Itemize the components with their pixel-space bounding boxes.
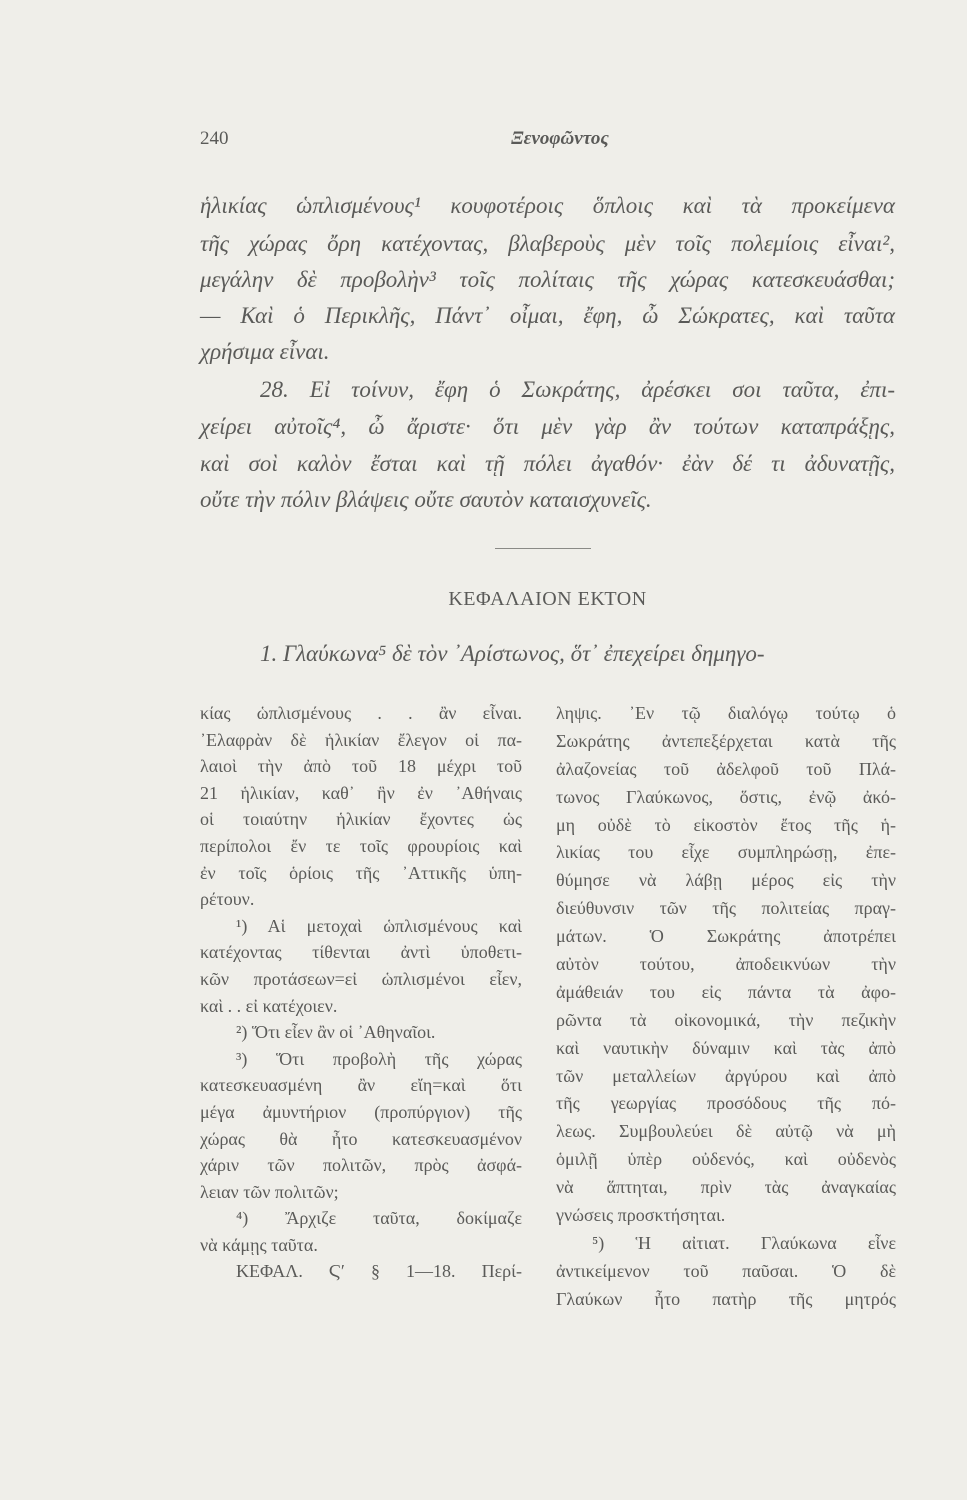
footnote-line: γνώσεις προσκτήσηται. bbox=[556, 1205, 726, 1226]
footnote-line: κατέχοντας τίθενται ἀντὶ ὑποθετι- bbox=[200, 942, 522, 963]
footnote-line: ἀλαζονείας τοῦ ἀδελφοῦ τοῦ Πλά- bbox=[556, 758, 896, 779]
footnotes-right-column bbox=[556, 700, 896, 1314]
footnote-line: ληψις. ᾿Εν τῷ διαλόγῳ τούτῳ ὁ bbox=[556, 703, 896, 723]
footnote-line: χώρας θὰ ἦτο κατεσκευασμένον bbox=[200, 1128, 522, 1149]
footnote-line: 21 ἡλικίαν, καθ᾿ ἣν ἐν ᾿Αθήναις bbox=[200, 782, 522, 803]
footnote-line: ³) Ὅτι προβολὴ τῆς χώρας bbox=[236, 1048, 522, 1069]
footnote-line: Σωκράτης ἀντεπεξέρχεται κατὰ τῆς bbox=[556, 730, 896, 751]
footnote-line: λειαν τῶν πολιτῶν; bbox=[200, 1181, 339, 1202]
footnote-line: νὰ ἅπτηται, πρὶν τὰς ἀναγκαίας bbox=[556, 1177, 896, 1198]
footnote-line: νὰ κάμῃς ταῦτα. bbox=[200, 1234, 318, 1255]
chapter-first-line: 1. Γλαύκωνα⁵ δὲ τὸν ᾿Αρίστωνος, ὅτ᾿ ἐπεχείρει δημηγο- bbox=[260, 641, 765, 666]
footnote-line: ρέτουν. bbox=[200, 889, 255, 910]
footnote-line: μη οὐδὲ τὸ εἰκοστὸν ἔτος τῆς ἡ- bbox=[556, 814, 896, 835]
footnote-line: ὁμιλῇ ὑπὲρ οὐδενός, καὶ οὐδενὸς bbox=[556, 1149, 896, 1170]
footnote-line: ΚΕΦΑΛ. Ϛ′ § 1—18. Περί- bbox=[236, 1261, 522, 1282]
text-line: ἡλικίας ὡπλισμένους¹ κουφοτέροις ὅπλοις καὶ τὰ προκείμενα bbox=[200, 193, 895, 218]
text-line: καὶ σοὶ καλὸν ἔσται καὶ τῇ πόλει ἀγαθόν· ἐὰν δέ τι ἀδυνατῇς, bbox=[200, 451, 895, 476]
footnote-line: λαιοὶ τὴν ἀπὸ τοῦ 18 μέχρι τοῦ bbox=[200, 756, 522, 777]
footnote-line: ἀντικείμενον τοῦ παῦσαι. Ὁ δὲ bbox=[556, 1260, 896, 1281]
footnote-line: ⁵) Ἡ αἰτιατ. Γλαύκωνα εἶνε bbox=[592, 1232, 896, 1253]
page-number: 240 bbox=[200, 128, 229, 149]
footnotes-left-column bbox=[200, 700, 522, 1285]
footnote-line: ρῶντα τὰ οἰκονομικά, τὴν πεζικὴν bbox=[556, 1009, 896, 1030]
footnote-line: ᾿Ελαφρὰν δὲ ἡλικίαν ἔλεγον οἱ πα- bbox=[200, 729, 522, 750]
chapter-heading: ΚΕΦΑΛΑΙΟΝ ΕΚΤΟΝ bbox=[448, 588, 647, 610]
footnote-line: ²) Ὅτι εἶεν ἂν οἱ ᾿Αθηναῖοι. bbox=[236, 1022, 436, 1043]
footnote-line: μάτων. Ὁ Σωκράτης ἀποτρέπει bbox=[556, 926, 896, 947]
footnote-line: λικίας του εἶχε συμπληρώσῃ, ἐπε- bbox=[556, 842, 896, 863]
text-line: χείρει αὐτοῖς⁴, ὦ ἄριστε· ὅτι μὲν γὰρ ἂν τούτων καταπράξῃς, bbox=[200, 414, 895, 439]
footnote-line: καὶ . . εἰ κατέχοιεν. bbox=[200, 995, 338, 1016]
footnote-line: χάριν τῶν πολιτῶν, πρὸς ἀσφά- bbox=[200, 1155, 522, 1176]
footnote-line: λεως. Συμβουλεύει δὲ αὐτῷ νὰ μὴ bbox=[556, 1121, 896, 1142]
footnote-line: τῶν μεταλλείων ἀργύρου καὶ ἀπὸ bbox=[556, 1065, 896, 1086]
footnote-line: κῶν προτάσεων=εἰ ὡπλισμένοι εἶεν, bbox=[200, 968, 522, 989]
footnote-line: Γλαύκων ἦτο πατὴρ τῆς μητρός bbox=[556, 1288, 896, 1309]
footnote-line: τῆς γεωργίας προσόδους τῆς πό- bbox=[556, 1093, 896, 1114]
footnote-line: τωνος Γλαύκωνος, ὅστις, ἐνῷ ἀκό- bbox=[556, 786, 896, 807]
footnote-line: θύμησε νὰ λάβῃ μέρος εἰς τὴν bbox=[556, 870, 896, 891]
text-line: χρήσιμα εἶναι. bbox=[200, 339, 330, 364]
footnote-line: αὐτὸν τούτου, ἀποδεικνύων τὴν bbox=[556, 954, 896, 975]
footnote-line: κατεσκευασμένη ἂν εἴη=καὶ ὅτι bbox=[200, 1075, 522, 1096]
section-divider bbox=[495, 548, 591, 549]
footnote-line: περίπολοι ἔν τε τοῖς φρουρίοις καὶ bbox=[200, 835, 522, 856]
footnote-line: μέγα ἀμυντήριον (προπύργιον) τῆς bbox=[200, 1101, 522, 1122]
text-line: 28. Εἰ τοίνυν, ἔφη ὁ Σωκράτης, ἀρέσκει σοι ταῦτα, ἐπι- bbox=[260, 377, 895, 402]
footnote-line: διεύθυνσιν τῶν τῆς πολιτείας πραγ- bbox=[556, 898, 896, 919]
footnote-line: καὶ ναυτικὴν δύναμιν καὶ τὰς ἀπὸ bbox=[556, 1037, 896, 1058]
text-line: μεγάλην δὲ προβολὴν³ τοῖς πολίταις τῆς χώρας κατεσκευάσθαι; bbox=[200, 267, 895, 292]
footnote-line: κίας ὡπλισμένους . . ἂν εἶναι. bbox=[200, 703, 522, 723]
footnote-line: οἱ τοιαύτην ἡλικίαν ἔχοντες ὡς bbox=[200, 809, 522, 830]
text-line: τῆς χώρας ὄρη κατέχοντας, βλαβεροὺς μὲν τοῖς πολεμίοις εἶναι², bbox=[200, 231, 895, 256]
footnote-line: ⁴) Ἄρχιζε ταῦτα, δοκίμαζε bbox=[236, 1208, 522, 1229]
running-title: Ξενοφῶντος bbox=[511, 128, 609, 149]
footnote-line: ἐν τοῖς ὁρίοις τῆς ᾿Αττικῆς ὑπη- bbox=[200, 862, 522, 883]
footnote-line: ἀμάθειάν του εἰς πάντα τὰ ἀφο- bbox=[556, 981, 896, 1002]
footnote-line: ¹) Αἱ μετοχαὶ ὡπλισμένους καὶ bbox=[236, 915, 522, 936]
text-line: οὔτε τὴν πόλιν βλάψεις οὔτε σαυτὸν καταισχυνεῖς. bbox=[200, 487, 652, 512]
text-line: — Καὶ ὁ Περικλῆς, Πάντ᾿ οἶμαι, ἔφη, ὦ Σώκρατες, καὶ ταῦτα bbox=[200, 303, 895, 328]
